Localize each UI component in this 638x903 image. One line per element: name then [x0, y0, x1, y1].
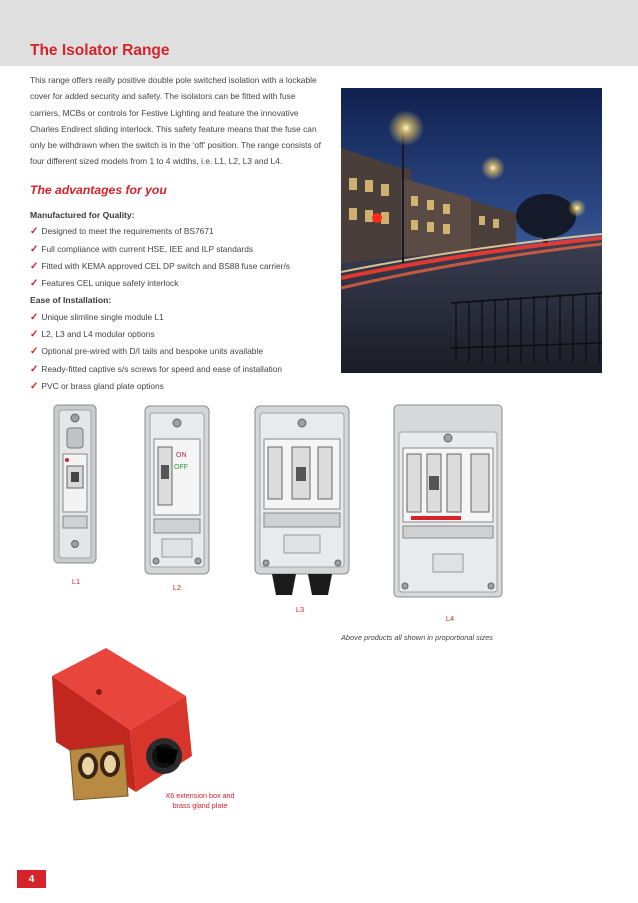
proportional-note: Above products all shown in proportional sizes — [341, 633, 494, 642]
installation-heading: Ease of Installation: — [30, 295, 112, 306]
list-item: ✓ Unique slimline single module L1 — [30, 311, 164, 323]
street-night-photo — [341, 88, 602, 373]
page-number: 4 — [17, 870, 46, 888]
list-item: ✓ Designed to meet the requirements of BS7671 — [30, 226, 214, 238]
intro-paragraph: This range offers really positive double pole switched isolation with a lockable cover for added security and safety. The isolators can be fitted with fuse carriers, MCBs or controls for Festive Lighting and feature the innovative Charles Endirect sliding interlock. This safety feature means that the fuse can only be withdrawn when the switch is in the ‘off’ position. The range consists of four different sized models from 1 to 4 widths, i.e. L1, L2, L3 and L4. — [30, 75, 321, 167]
check-icon: ✓ — [30, 226, 39, 238]
on-label: ON — [176, 452, 187, 459]
product-l4-image — [393, 404, 503, 599]
advantages-list — [30, 207, 350, 395]
check-icon: ✓ — [30, 346, 39, 358]
product-l3-image — [254, 405, 350, 600]
check-icon: ✓ — [30, 363, 39, 375]
caption-l3: L3 — [295, 605, 305, 614]
list-item: ✓ Ready-fitted captive s/s screws for speed and ease of installation — [30, 363, 283, 375]
x6-caption: X6 extension box and brass gland plate — [165, 791, 235, 810]
list-item: ✓ PVC or brass gland plate options — [30, 380, 164, 392]
check-icon: ✓ — [30, 329, 39, 341]
caption-l4: L4 — [445, 614, 455, 623]
product-l2-image — [144, 405, 210, 575]
check-icon: ✓ — [30, 380, 39, 392]
product-l1-image — [53, 404, 97, 564]
list-item: ✓ Full compliance with current HSE, IEE and ILP standards — [30, 243, 254, 255]
check-icon: ✓ — [30, 311, 39, 323]
caption-l1: L1 — [71, 577, 81, 586]
check-icon: ✓ — [30, 278, 39, 290]
list-item: ✓ L2, L3 and L4 modular options — [30, 329, 155, 341]
x6-extension-box-image — [46, 646, 198, 802]
list-item: ✓ Features CEL unique safety interlock — [30, 278, 179, 290]
list-item: ✓ Optional pre-wired with D/I tails and bespoke units available — [30, 346, 263, 358]
page-title: The Isolator Range — [30, 42, 170, 59]
check-icon: ✓ — [30, 243, 39, 255]
quality-heading: Manufactured for Quality: — [30, 210, 135, 220]
check-icon: ✓ — [30, 260, 39, 272]
list-item: ✓ Fitted with KEMA approved CEL DP switch and BS88 fuse carrier/s — [30, 260, 290, 272]
advantages-heading: The advantages for you — [30, 183, 167, 197]
caption-l2: L2 — [172, 583, 182, 592]
off-label: OFF — [174, 464, 188, 471]
